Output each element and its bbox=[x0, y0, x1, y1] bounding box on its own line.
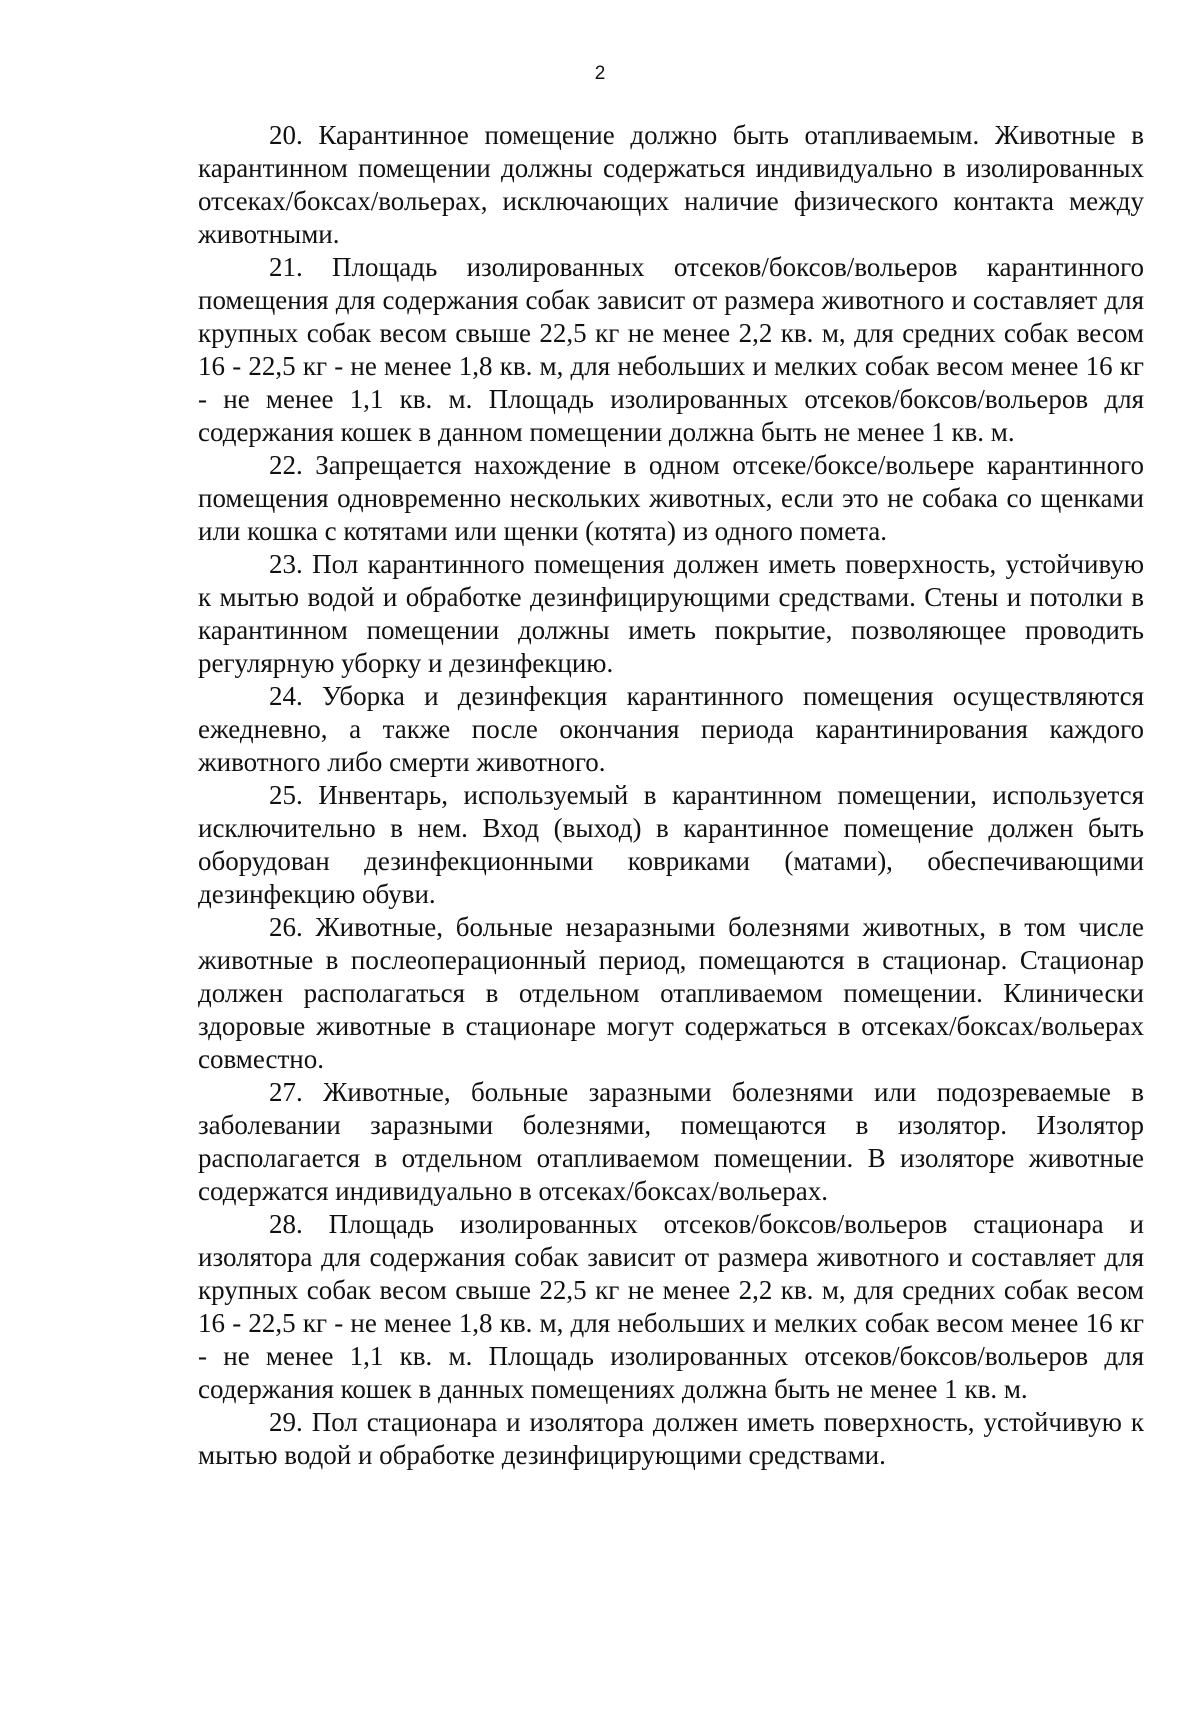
paragraph-25: 25. Инвентарь, используемый в карантинном помещении, используется исключительно в нем. Вход (выход) в карантинное помещение должен быть оборудован дезинфекционными ковриками (матами), обеспечивающими дезинфекцию обуви. bbox=[198, 780, 1144, 909]
paragraph-26: 26. Животные, больные незаразными болезнями животных, в том числе животные в послеоперационный период, помещаются в стационар. Стационар должен располагаться в отдельном отапливаемом помещении. Клинически здоровые животные в стационаре могут содержаться в отсеках/боксах/вольерах совместно. bbox=[198, 912, 1144, 1074]
paragraph-27: 27. Животные, больные заразными болезнями или подозреваемые в заболевании заразными болезнями, помещаются в изолятор. Изолятор располагается в отдельном отапливаемом помещении. В изоляторе животные содержатся индивидуально в отсеках/боксах/вольерах. bbox=[198, 1077, 1144, 1206]
paragraph-23: 23. Пол карантинного помещения должен иметь поверхность, устойчивую к мытью водой и обработке дезинфицирующими средствами. Стены и потолки в карантинном помещении должны иметь покрытие, позволяющее проводить регулярную уборку и дезинфекцию. bbox=[198, 549, 1144, 678]
paragraph-29: 29. Пол стационара и изолятора должен иметь поверхность, устойчивую к мытью водой и обработке дезинфицирующими средствами. bbox=[198, 1407, 1144, 1470]
paragraph-28: 28. Площадь изолированных отсеков/боксов/вольеров стационара и изолятора для содержания собак зависит от размера животного и составляет для крупных собак весом свыше 22,5 кг не менее 2,2 кв. м, для средних собак весом 16 - 22,5 кг - не менее 1,8 кв. м, для небольших и мелких собак весом менее 16 кг - не менее 1,1 кв. м. Площадь изолированных отсеков/боксов/вольеров для содержания кошек в данных помещениях должна быть не менее 1 кв. м. bbox=[198, 1209, 1144, 1404]
paragraph-24: 24. Уборка и дезинфекция карантинного помещения осуществляются ежедневно, а также после окончания периода карантинирования каждого животного либо смерти животного. bbox=[198, 681, 1144, 777]
paragraph-21: 21. Площадь изолированных отсеков/боксов/вольеров карантинного помещения для содержания собак зависит от размера животного и составляет для крупных собак весом свыше 22,5 кг не менее 2,2 кв. м, для средних собак весом 16 - 22,5 кг - не менее 1,8 кв. м, для небольших и мелких собак весом менее 16 кг - не менее 1,1 кв. м. Площадь изолированных отсеков/боксов/вольеров для содержания кошек в данном помещении должна быть не менее 1 кв. м. bbox=[198, 252, 1144, 447]
document-body bbox=[198, 119, 1144, 1472]
paragraph-22: 22. Запрещается нахождение в одном отсеке/боксе/вольере карантинного помещения одновременно нескольких животных, если это не собака со щенками или кошка с котятами или щенки (котята) из одного помета. bbox=[198, 450, 1144, 546]
page-number: 2 bbox=[594, 63, 606, 84]
paragraph-20: 20. Карантинное помещение должно быть отапливаемым. Животные в карантинном помещении должны содержаться индивидуально в изолированных отсеках/боксах/вольерах, исключающих наличие физического контакта между животными. bbox=[198, 120, 1144, 249]
